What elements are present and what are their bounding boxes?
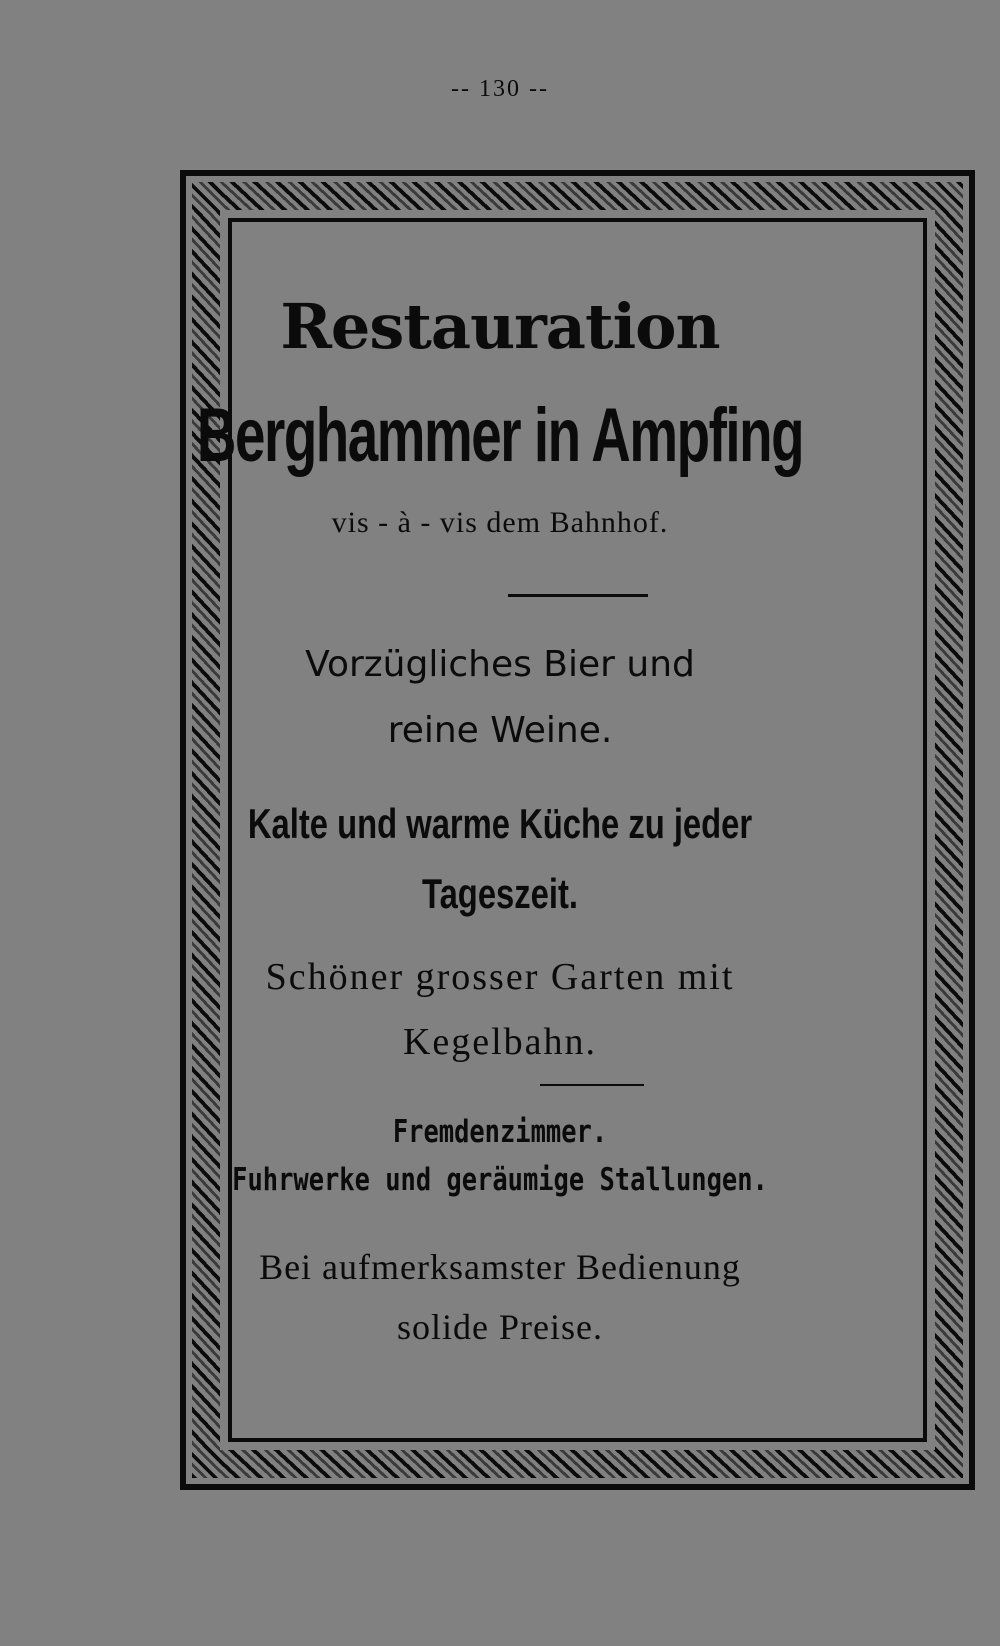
rooms-line-1: Fremdenzimmer. bbox=[392, 1114, 608, 1150]
advert-location: vis - à - vis dem Bahnhof. bbox=[331, 506, 669, 539]
kitchen-line-2: Tageszeit. bbox=[422, 870, 578, 917]
beer-line-1: Vorzügliches Bier und bbox=[305, 644, 695, 685]
rooms-line-2: Fuhrwerke und geräumige Stallungen. bbox=[232, 1162, 768, 1198]
divider-rule-2 bbox=[540, 1084, 644, 1086]
page-number: -- 130 -- bbox=[451, 76, 549, 102]
advert-title: Restauration bbox=[280, 290, 720, 363]
kitchen-line-1: Kalte und warme Küche zu jeder bbox=[247, 800, 753, 847]
garden-line-2: Kegelbahn. bbox=[402, 1021, 598, 1063]
beer-line-2: reine Weine. bbox=[387, 710, 613, 751]
garden-line-1: Schöner grosser Garten mit bbox=[265, 956, 735, 998]
service-line-1: Bei aufmerksamster Bedienung bbox=[259, 1247, 741, 1287]
service-line-2: solide Preise. bbox=[397, 1307, 603, 1347]
divider-rule bbox=[508, 594, 648, 597]
advert-subtitle: Berghammer in Ampfing bbox=[196, 393, 804, 478]
